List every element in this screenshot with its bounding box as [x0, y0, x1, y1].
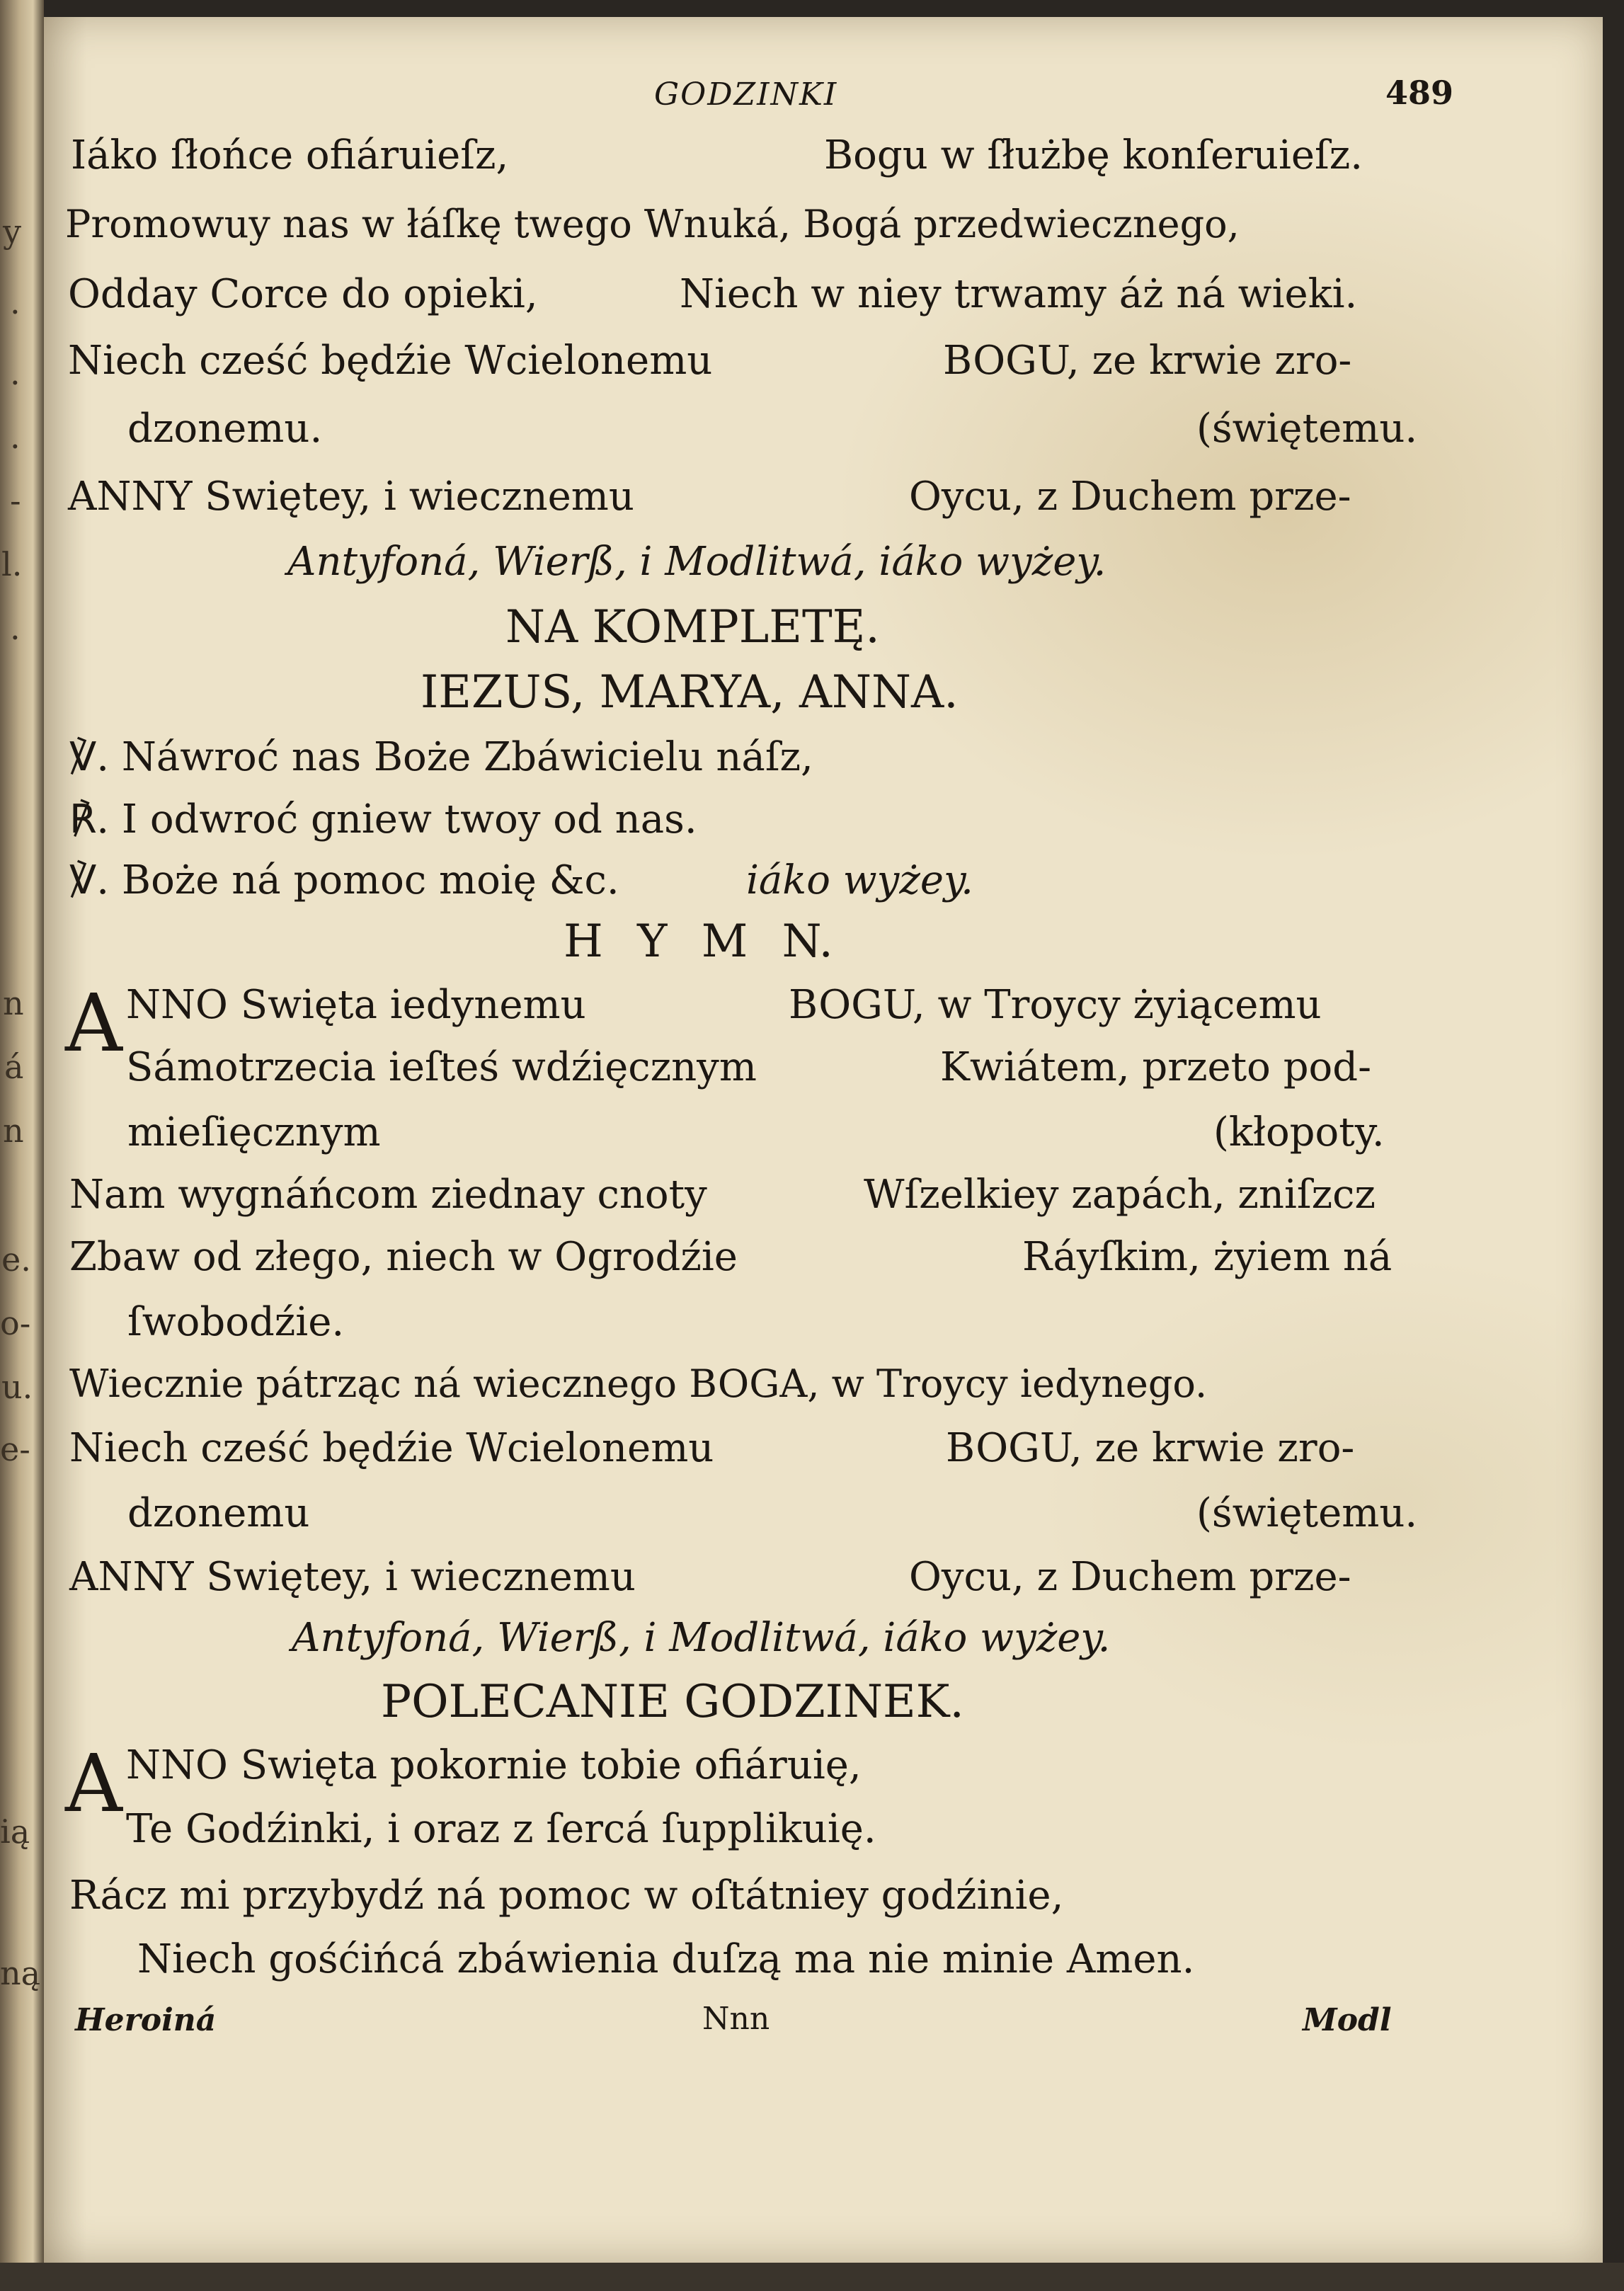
- text-line: Odday Corce do opieki,: [68, 271, 538, 317]
- hymn-title: H Y M N.: [564, 915, 833, 968]
- running-title: GODZINKI: [654, 76, 838, 113]
- text-line: Niech cześć będźie Wcielonemu: [69, 1425, 714, 1471]
- section-title: POLECANIE GODZINEK.: [381, 1676, 964, 1728]
- versicle-line: ℣. Boże ná pomoc moię &c.: [69, 857, 619, 903]
- catchword-left: Heroiná: [75, 2002, 217, 2038]
- text-line: Bogu w ſłużbę konſeruieſz.: [824, 132, 1363, 178]
- catchword-right: Modl: [1303, 2002, 1392, 2038]
- text-line: dzonemu: [127, 1490, 310, 1536]
- text-line: (świętemu.: [1196, 406, 1418, 452]
- margin-fragment: n: [3, 1112, 24, 1150]
- text-line: ANNY Swiętey, i wiecznemu: [68, 474, 634, 520]
- text-line: Oycu, z Duchem prze-: [909, 1554, 1351, 1600]
- drop-cap: A: [65, 1738, 122, 1830]
- text-line: Ráyſkim, żyiem ná: [1022, 1234, 1393, 1280]
- margin-fragment: .: [10, 609, 21, 647]
- text-line: NNO Swięta iedynemu: [126, 982, 586, 1028]
- margin-fragment: ią: [0, 1812, 30, 1851]
- margin-fragment: e-: [0, 1430, 30, 1468]
- text-line: BOGU, ze krwie zro-: [943, 338, 1352, 384]
- text-line: Promowuy nas w łáſkę twego Wnuká, Bogá przedwiecznego,: [65, 202, 1240, 246]
- margin-fragment: .: [10, 418, 21, 456]
- text-line: ſwobodźie.: [127, 1299, 345, 1345]
- versicle-line: ℣. Náwroć nas Boże Zbáwicielu náſz,: [69, 734, 813, 780]
- rubric-inline: iáko wyżey.: [746, 857, 973, 903]
- response-line: ℟. I odwroć gniew twoy od nas.: [69, 796, 697, 842]
- text-line: Niech gośćińcá zbáwienia duſzą ma nie minie Amen.: [137, 1936, 1195, 1982]
- margin-fragment: .: [10, 354, 21, 392]
- margin-fragment: o-: [0, 1304, 31, 1342]
- text-line: Rácz mi przybydź ná pomoc w oſtátniey godźinie,: [69, 1873, 1064, 1919]
- text-line: Wiecznie pátrząc ná wiecznego BOGA, w Troycy iedynego.: [69, 1361, 1208, 1406]
- rubric-line: Antyfoná, Wierß, i Modlitwá, iáko wyżey.: [292, 1615, 1111, 1661]
- text-line: Zbaw od złego, niech w Ogrodźie: [69, 1234, 738, 1280]
- margin-fragment: u.: [1, 1368, 33, 1406]
- book-page: [44, 17, 1603, 2263]
- margin-fragment: -: [10, 481, 21, 520]
- margin-fragment: ną: [0, 1954, 41, 1992]
- text-line: Te Godźinki, i oraz z ſercá ſupplikuię.: [126, 1806, 876, 1852]
- text-line: Iáko ſłońce ofiáruieſz,: [71, 132, 509, 178]
- text-line: (kłopoty.: [1213, 1109, 1385, 1155]
- text-line: Wſzelkiey zapách, zniſzcz: [864, 1172, 1376, 1218]
- scan-bottom-edge: [0, 2263, 1624, 2291]
- text-line: (świętemu.: [1196, 1490, 1418, 1536]
- text-line: ANNY Swiętey, i wiecznemu: [69, 1554, 636, 1600]
- text-line: NNO Swięta pokornie tobie ofiáruię,: [126, 1742, 862, 1788]
- text-line: BOGU, w Troycy żyiącemu: [789, 982, 1322, 1028]
- text-line: Oycu, z Duchem prze-: [909, 474, 1351, 520]
- drop-cap: A: [65, 978, 122, 1070]
- rubric-line: Antyfoná, Wierß, i Modlitwá, iáko wyżey.: [287, 539, 1107, 585]
- text-line: BOGU, ze krwie zro-: [946, 1425, 1355, 1471]
- margin-fragment: á: [4, 1048, 24, 1086]
- text-line: mieſięcznym: [127, 1109, 381, 1155]
- page-number: 489: [1385, 74, 1454, 112]
- text-line: Nam wygnáńcom ziednay cnoty: [69, 1172, 707, 1218]
- text-line: dzonemu.: [127, 406, 323, 452]
- text-line: Niech cześć będźie Wcielonemu: [68, 338, 713, 384]
- margin-fragment: n: [3, 984, 24, 1022]
- text-line: Kwiátem, przeto pod-: [940, 1044, 1372, 1090]
- margin-fragment: e.: [1, 1240, 31, 1279]
- section-subtitle: IEZUS, MARYA, ANNA.: [421, 666, 959, 719]
- margin-fragment: y: [3, 212, 21, 251]
- text-line: Niech w niey trwamy áż ná wieki.: [680, 271, 1358, 317]
- text-line: Sámotrzecia ieſteś wdźięcznym: [126, 1044, 757, 1090]
- margin-fragment: l.: [1, 545, 23, 583]
- signature-mark: Nnn: [702, 2001, 770, 2037]
- margin-fragment: .: [10, 283, 21, 321]
- section-title: NA KOMPLETĘ.: [505, 601, 880, 653]
